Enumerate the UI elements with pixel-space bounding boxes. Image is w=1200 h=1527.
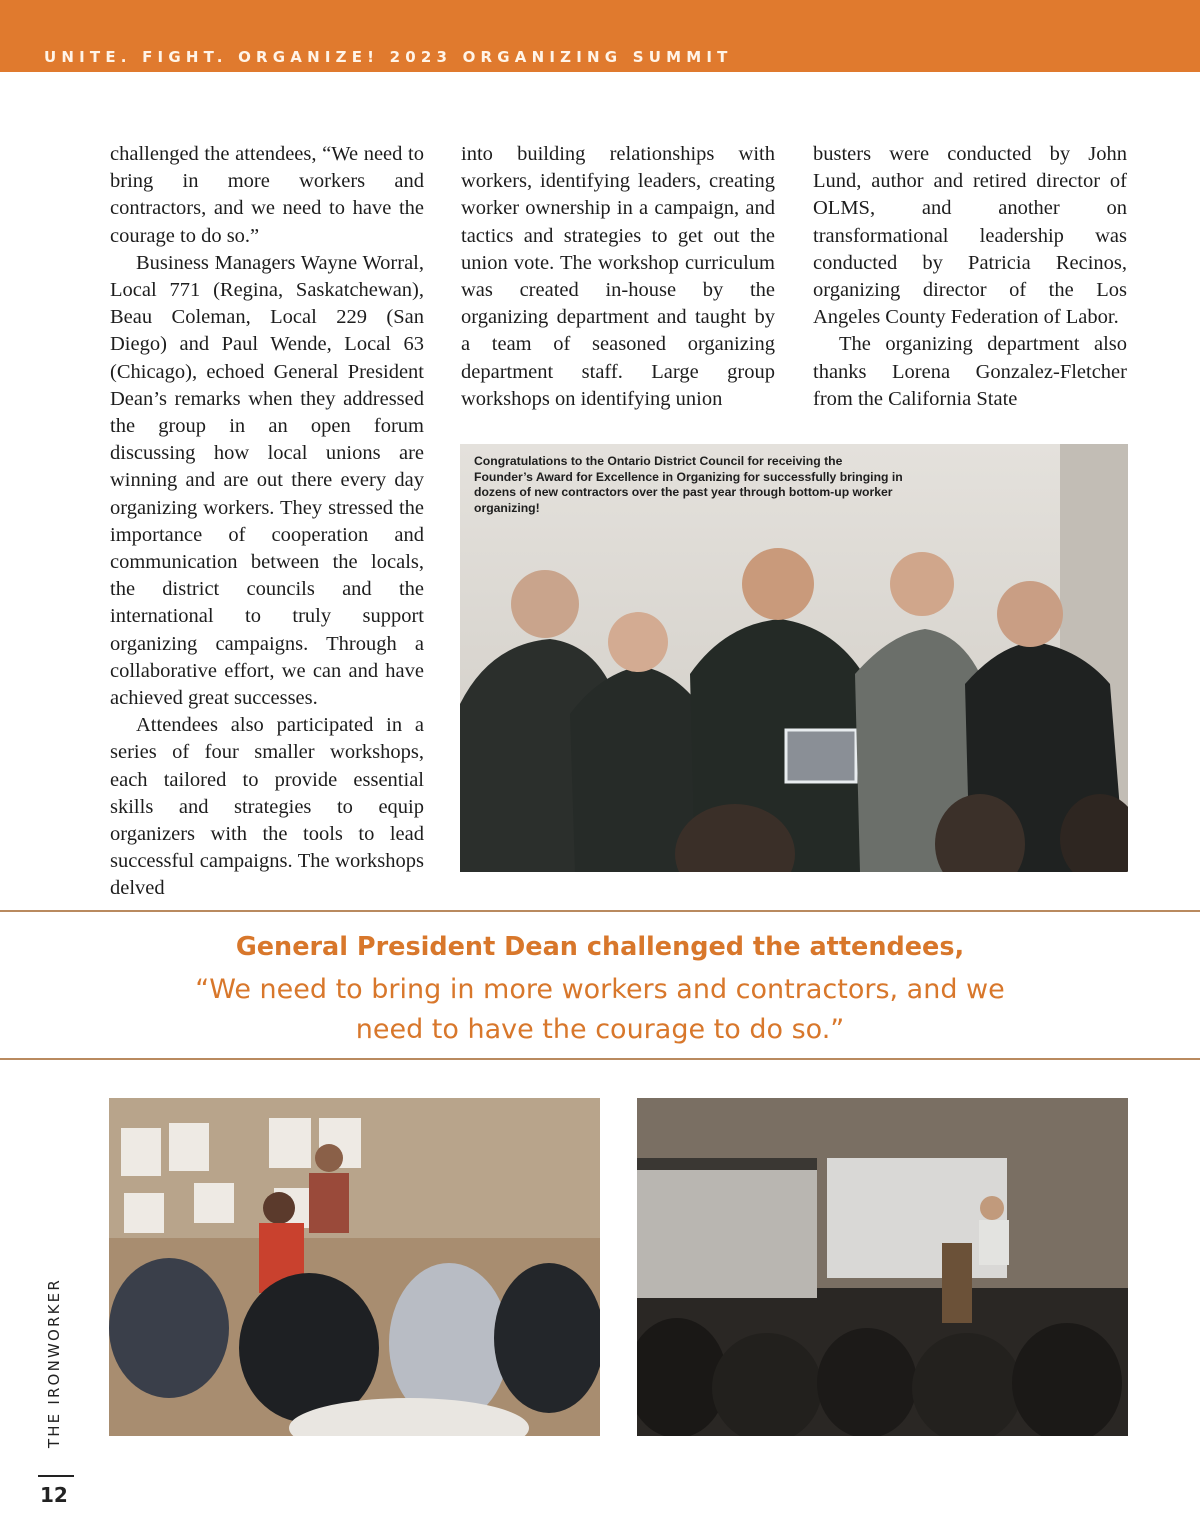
divider-rule (0, 1058, 1200, 1060)
pull-quote (0, 970, 1200, 1050)
paragraph: Attendees also participated in a series of four smaller workshops, each tailored to provide essential skills and strategies to equip organizers with the tools to lead successful campaigns. The workshops delved (110, 714, 424, 900)
pull-quote-line: need to have the courage to do so.” (355, 1014, 845, 1045)
paragraph: busters were conducted by John Lund, author and retired director of OLMS, and another on transformational leadership was conducted by Patricia Recinos, organizing director of the Los Angeles County Federation of Labor. (813, 143, 1127, 329)
paragraph: The organizing department also thanks Lorena Gonzalez-Fletcher from the California State (813, 333, 1127, 410)
header-banner (0, 0, 1200, 72)
paragraph: challenged the attendees, “We need to bring in more workers and contractors, and we need to have the courage to do so.” (110, 143, 424, 247)
pull-quote-line: “We need to bring in more workers and contractors, and we (195, 974, 1005, 1005)
workshop-photo (109, 1098, 600, 1436)
speaker-photo (637, 1098, 1128, 1436)
banner-title: UNITE. FIGHT. ORGANIZE! 2023 ORGANIZING SUMMIT (44, 48, 733, 66)
article-column-1 (110, 141, 424, 903)
page-number: 12 (40, 1483, 68, 1507)
divider-rule (0, 910, 1200, 912)
paragraph: into building relationships with workers, identifying leaders, creating worker ownership in a campaign, and tactics and strategies to get out the union vote. The workshop curriculum was created in-house by the organizing department and taught by a team of seasoned organizing department staff. Large group workshops on identifying union (461, 143, 775, 410)
paragraph: Business Managers Wayne Worral, Local 771 (Regina, Saskatchewan), Beau Coleman, Local 229 (San Diego) and Paul Wende, Local 63 (Chicago), echoed General President Dean’s remarks when they addressed the group in an open forum discussing how local unions are winning and are out there every day organizing workers. They stressed the importance of cooperation and communication between the locals, the district councils and the international to truly support organizing campaigns. Through a collaborative effort, we can and have achieved great successes. (110, 251, 424, 710)
pull-quote-heading: General President Dean challenged the attendees, (235, 932, 965, 962)
award-photo-caption: Congratulations to the Ontario District Council for receiving the Founder’s Award for Excellence in Organizing for successfully bringing in dozens of new contractors over the past year through bottom-up worker organizing! (474, 454, 903, 515)
workshop-photo-illustration (109, 1098, 600, 1436)
article-column-2 (461, 141, 775, 413)
speaker-photo-illustration (637, 1098, 1128, 1436)
award-photo (460, 444, 1128, 872)
magazine-title: THE IRONWORKER (45, 1278, 63, 1449)
article-column-3 (813, 141, 1127, 413)
page-number-rule (38, 1475, 74, 1477)
